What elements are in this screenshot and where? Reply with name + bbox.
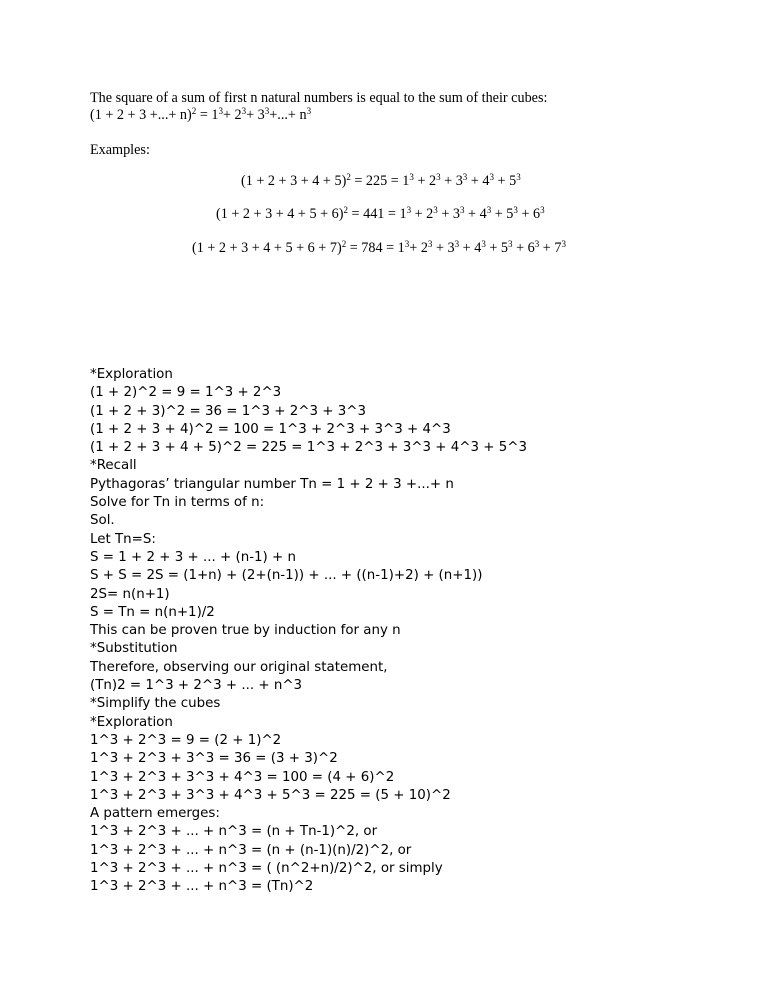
derivation-line: Pythagoras’ triangular number Tn = 1 + 2 + 3 +...+ n bbox=[90, 476, 454, 492]
intro-statement: The square of a sum of first n natural numbers is equal to the sum of their cubes: bbox=[90, 90, 548, 106]
examples-label: Examples: bbox=[90, 142, 150, 158]
derivation-line: A pattern emerges: bbox=[90, 806, 220, 822]
derivation-line: 1^3 + 2^3 + 3^3 + 4^3 + 5^3 = 225 = (5 + 10)^2 bbox=[90, 787, 451, 803]
intro-formula: (1 + 2 + 3 +...+ $n)^2 = 1^3+ 2^3+ 3^3+...+ n^3$ bbox=[90, 106, 312, 123]
intro-block bbox=[90, 90, 547, 124]
example-formula: $(1 + 2 + 3 + 4 + 5)^2 = 225 = 1^3 + 2^3 + 3^3 + 4^3 + 5^3$ bbox=[241, 172, 521, 189]
derivation-line: S = Tn = n(n+1)/2 bbox=[90, 604, 215, 620]
derivation-line: Let Tn=S: bbox=[90, 531, 156, 547]
derivation-line: (1 + 2)^2 = 9 = 1^3 + 2^3 bbox=[90, 385, 282, 401]
derivation-line: Therefore, observing our original statement, bbox=[90, 659, 388, 675]
derivation-line: S + S = 2S = (1+n) + (2+(n-1)) + ... + ((n-1)+2) + (n+1)) bbox=[90, 568, 483, 584]
derivation-line: 1^3 + 2^3 + ... + n^3 = (n + (n-1)(n)/2)^2, or bbox=[90, 842, 412, 858]
derivation-line: *Exploration bbox=[90, 714, 173, 730]
derivation-line: Sol. bbox=[90, 513, 115, 529]
derivation-line: 1^3 + 2^3 + ... + n^3 = (Tn)^2 bbox=[90, 879, 314, 895]
derivation-line: 1^3 + 2^3 + ... + n^3 = ( (n^2+n)/2)^2, or simply bbox=[90, 861, 443, 877]
derivation-line: 1^3 + 2^3 = 9 = (2 + 1)^2 bbox=[90, 732, 282, 748]
derivation-line: *Substitution bbox=[90, 641, 178, 657]
derivation-line: *Exploration bbox=[90, 367, 173, 382]
derivation-line: (1 + 2 + 3 + 4)^2 = 100 = 1^3 + 2^3 + 3^3 + 4^3 bbox=[90, 421, 451, 437]
example-formula: $(1 + 2 + 3 + 4 + 5 + 6 + 7)^2 = 784 = 1^3+ 2^3 + 3^3 + 4^3 + 5^3 + 6^3 + 7^3$ bbox=[192, 239, 566, 256]
derivation-line: (1 + 2 + 3)^2 = 36 = 1^3 + 2^3 + 3^3 bbox=[90, 403, 366, 419]
derivation-line: 1^3 + 2^3 + ... + n^3 = (n + Tn-1)^2, or bbox=[90, 824, 378, 840]
derivation-line: 2S= n(n+1) bbox=[90, 586, 170, 602]
derivation-line: 1^3 + 2^3 + 3^3 + 4^3 = 100 = (4 + 6)^2 bbox=[90, 769, 395, 785]
derivation-steps bbox=[90, 366, 527, 897]
derivation-line: This can be proven true by induction for any n bbox=[90, 623, 401, 639]
derivation-line: (Tn)2 = 1^3 + 2^3 + ... + n^3 bbox=[90, 678, 303, 694]
derivation-line: S = 1 + 2 + 3 + ... + (n-1) + n bbox=[90, 549, 296, 565]
derivation-line: *Recall bbox=[90, 458, 137, 474]
derivation-line: *Simplify the cubes bbox=[90, 696, 221, 712]
derivation-line: (1 + 2 + 3 + 4 + 5)^2 = 225 = 1^3 + 2^3 + 3^3 + 4^3 + 5^3 bbox=[90, 440, 527, 456]
example-formula: $(1 + 2 + 3 + 4 + 5 + 6)^2 = 441 = 1^3 + 2^3 + 3^3 + 4^3 + 5^3 + 6^3$ bbox=[216, 205, 545, 222]
derivation-line: Solve for Tn in terms of n: bbox=[90, 495, 265, 511]
derivation-line: 1^3 + 2^3 + 3^3 = 36 = (3 + 3)^2 bbox=[90, 751, 338, 767]
